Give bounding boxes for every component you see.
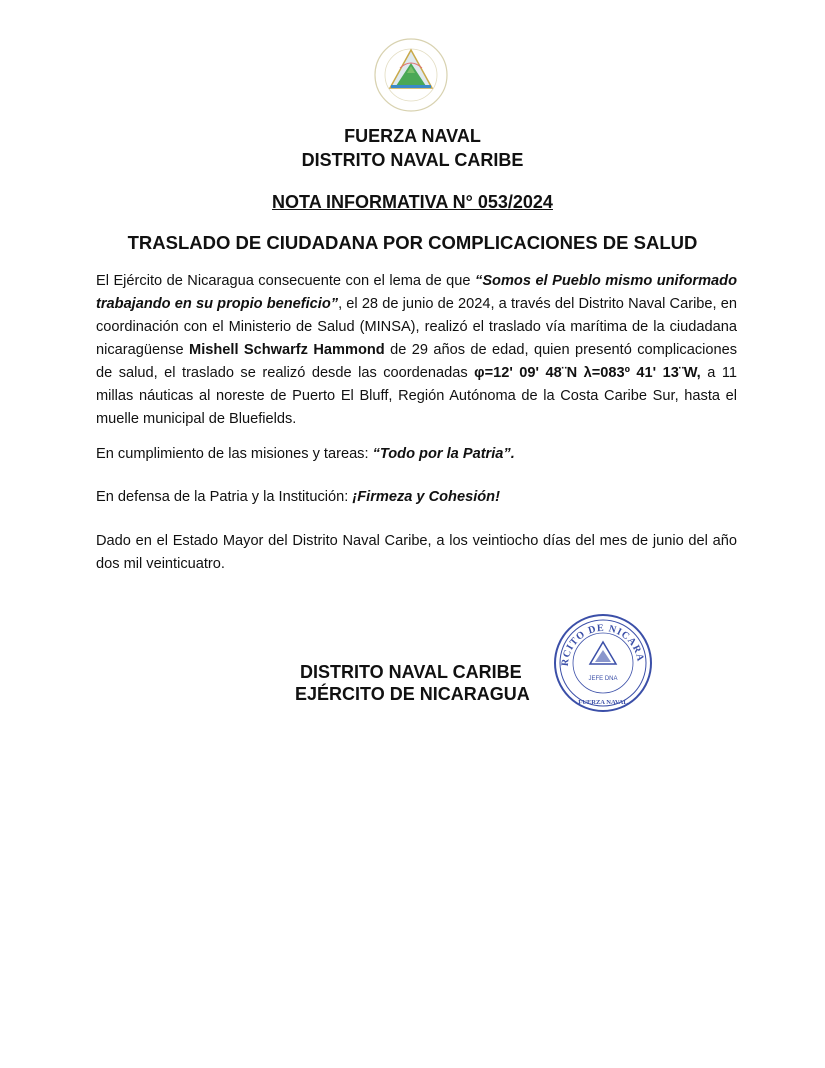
p1-text-e: de 29 años de edad, quien presentó complicaciones de salud, el traslado se realizó desde las coordenadas (96, 342, 738, 381)
stamp-bottom-text: FUERZA NAVAL (578, 699, 628, 706)
nota-number-heading: NOTA INFORMATIVA N° 053/2024 (272, 192, 553, 212)
paragraph-main (96, 270, 737, 431)
signature-line-2: EJÉRCITO DE NICARAGUA (295, 684, 530, 704)
paragraph-dated: Dado en el Estado Mayor del Distrito Naval Caribe, a los veintiocho días del mes de junio del año dos mil veinticuatro. (96, 533, 737, 572)
header-line-distrito: DISTRITO NAVAL CARIBE (301, 150, 524, 170)
p1-text-a: El Ejército de Nicaragua consecuente con el lema de que (96, 273, 476, 289)
coat-of-arms-seal (370, 36, 452, 114)
document-title: TRASLADO DE CIUDADANA POR COMPLICACIONES DE SALUD (127, 232, 698, 253)
official-stamp (550, 612, 656, 714)
p1-citizen-name: Mishell Schwarfz Hammond (189, 342, 385, 358)
stamp-arc-text: RCITO DE NICARA (559, 622, 646, 667)
p1-motto: “Somos el Pueblo mismo uniformado trabajando en su propio beneficio” (96, 273, 737, 312)
paragraph-defense (96, 486, 737, 509)
p1-text-c: , el 28 de junio de 2024, a través del Distrito Naval Caribe, en coordinación con el Ministerio de Salud (MINSA), realizó el traslado vía marítima de la ciudadana nicaragüense (96, 296, 737, 358)
paragraph-mission (96, 443, 737, 466)
stamp-inner-text: JEFE DNA (588, 676, 618, 682)
signature-line-1: DISTRITO NAVAL CARIBE (300, 662, 522, 682)
p3-text-a: En defensa de la Patria y la Institución: (96, 489, 353, 505)
header-line-fuerza-naval: FUERZA NAVAL (344, 126, 481, 146)
p1-text-g: a 11 millas náuticas al noreste de Puerto El Bluff, Región Autónoma de la Costa Caribe Sur, hasta el muelle municipal de Bluefields. (96, 365, 738, 427)
p2-motto: “Todo por la Patria”. (372, 446, 515, 462)
p2-text-a: En cumplimiento de las misiones y tareas: (96, 446, 373, 462)
p3-motto: ¡Firmeza y Cohesión! (352, 489, 500, 505)
p1-coordinates: φ=12' 09' 48¨N λ=083º 41' 13¨W, (474, 365, 701, 381)
